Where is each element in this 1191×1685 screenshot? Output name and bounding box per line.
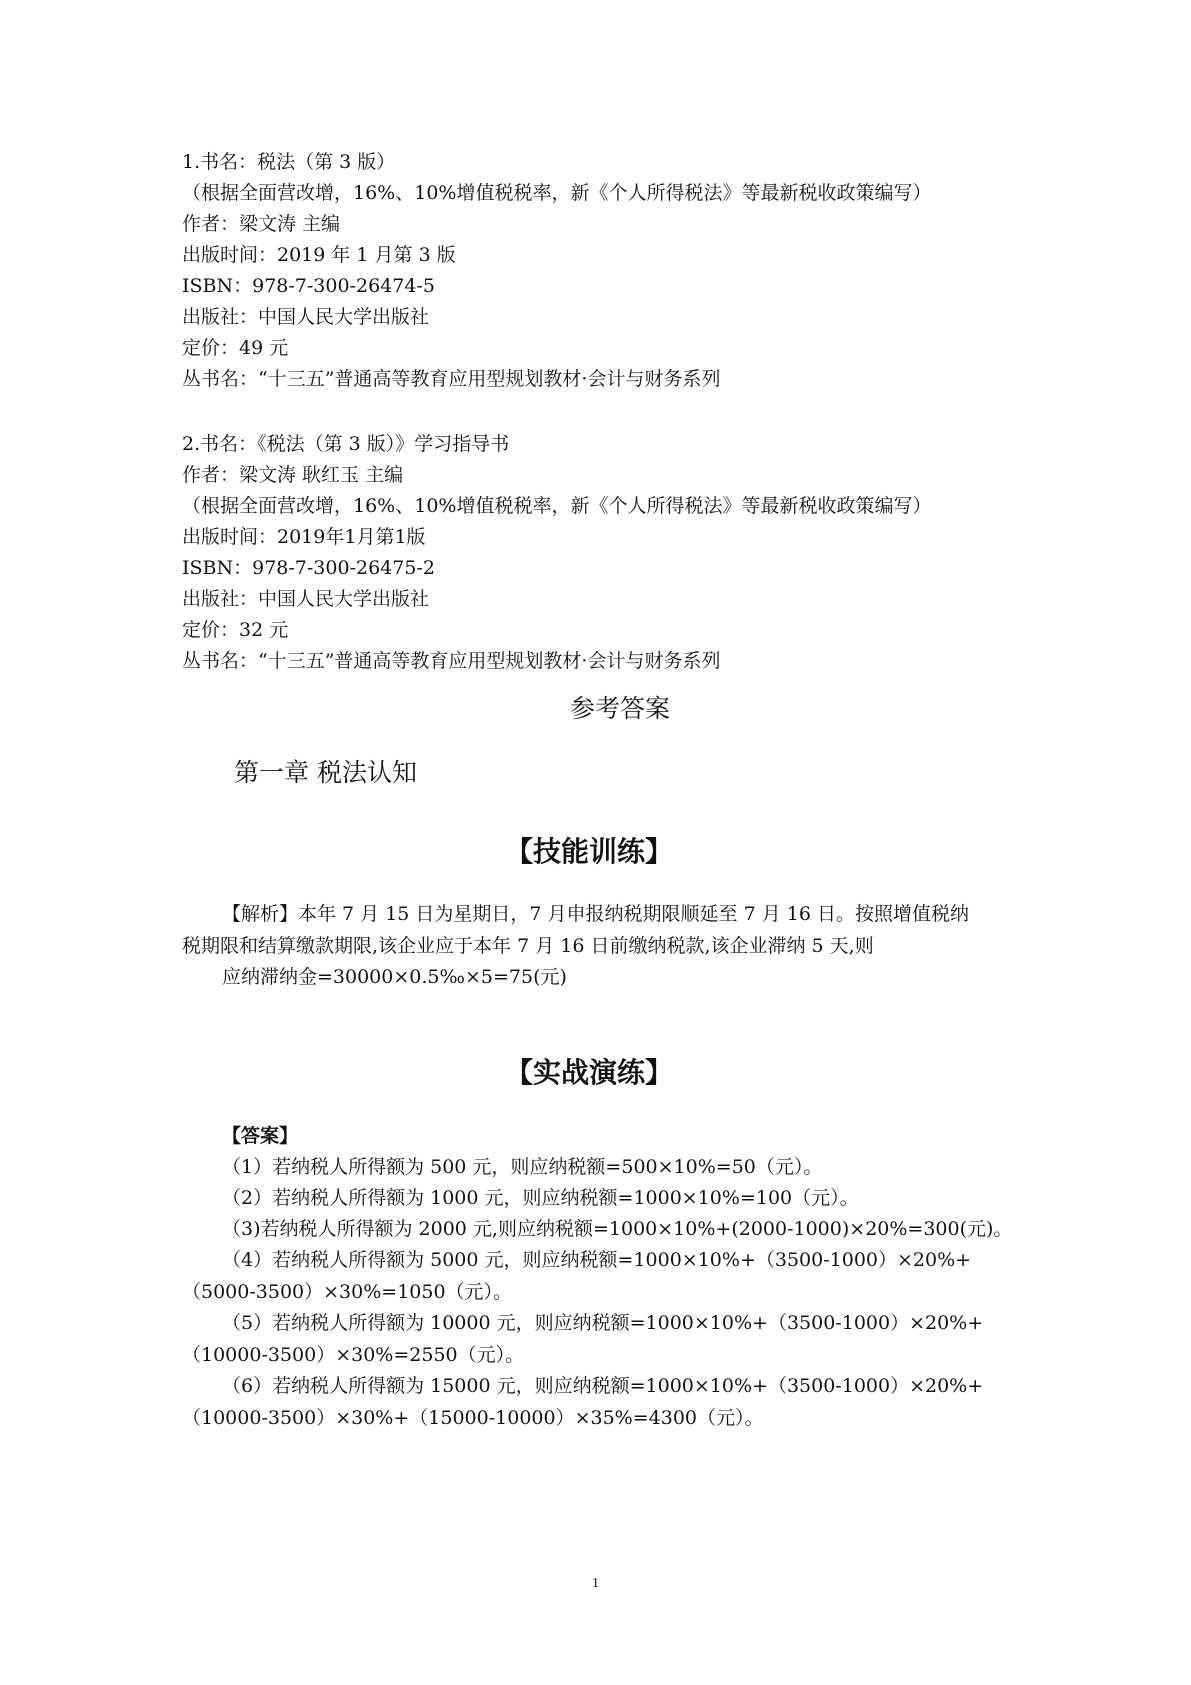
practice-item: （3)若纳税人所得额为 2000 元,则应纳税额=1000×10%+(2000-1000)×20%=300(元)。 [222,1218,1013,1240]
book2-publisher: 出版社：中国人民大学出版社 [182,588,430,610]
practice-heading: 【实战演练】 [505,1056,674,1089]
skill-line-3: 应纳滞纳金=30000×0.5‰×5=75(元) [222,966,567,988]
book1-date: 出版时间：2019 年 1 月第 3 版 [182,244,456,266]
book2-series: 丛书名：“十三五”普通高等教育应用型规划教材·会计与财务系列 [182,650,721,672]
book2-note: （根据全面营改增，16%、10%增值税税率，新《个人所得税法》等最新税收政策编写） [182,495,932,517]
book1-note: （根据全面营改增，16%、10%增值税税率，新《个人所得税法》等最新税收政策编写） [182,182,932,204]
answers-title: 参考答案 [570,694,671,723]
book2-author: 作者：梁文涛 耿红玉 主编 [182,464,404,486]
skill-line-2: 税期限和结算缴款期限,该企业应于本年 7 月 16 日前缴纳税款,该企业滞纳 5 天,则 [182,935,874,957]
book2-title: 2.书名：《税法（第 3 版）》学习指导书 [182,433,510,455]
practice-item: （4）若纳税人所得额为 5000 元，则应纳税额=1000×10%+（3500-1000）×20%+ [222,1249,972,1271]
practice-item: （2）若纳税人所得额为 1000 元，则应纳税额=1000×10%=100（元）。 [222,1187,859,1209]
book1-title: 1.书名：税法（第 3 版） [182,151,396,173]
page-number: 1 [592,1576,599,1591]
book1-author: 作者：梁文涛 主编 [182,213,341,235]
answer-label: 【答案】 [222,1125,299,1147]
book1-series: 丛书名：“十三五”普通高等教育应用型规划教材·会计与财务系列 [182,368,721,390]
chapter-title: 第一章 税法认知 [234,758,417,787]
practice-item: （10000-3500）×30%=2550（元）。 [182,1344,525,1366]
practice-item: （10000-3500）×30%+（15000-10000）×35%=4300（元）。 [182,1407,764,1429]
skill-heading: 【技能训练】 [505,835,674,868]
skill-line-1: 【解析】本年 7 月 15 日为星期日，7 月申报纳税期限顺延至 7 月 16 日。按照增值税纳 [222,903,969,925]
book2-price: 定价：32 元 [182,619,289,641]
book2-isbn: ISBN：978-7-300-26475-2 [182,557,435,579]
practice-item: （5000-3500）×30%=1050（元）。 [182,1281,513,1303]
book1-isbn: ISBN：978-7-300-26474-5 [182,275,435,297]
practice-item: （6）若纳税人所得额为 15000 元，则应纳税额=1000×10%+（3500-1000）×20%+ [222,1375,984,1397]
practice-item: （5）若纳税人所得额为 10000 元，则应纳税额=1000×10%+（3500-1000）×20%+ [222,1312,984,1334]
practice-item: （1）若纳税人所得额为 500 元，则应纳税额=500×10%=50（元）。 [222,1156,823,1178]
book1-price: 定价：49 元 [182,337,289,359]
book1-publisher: 出版社：中国人民大学出版社 [182,306,430,328]
book2-date: 出版时间：2019年1月第1版 [182,526,426,548]
